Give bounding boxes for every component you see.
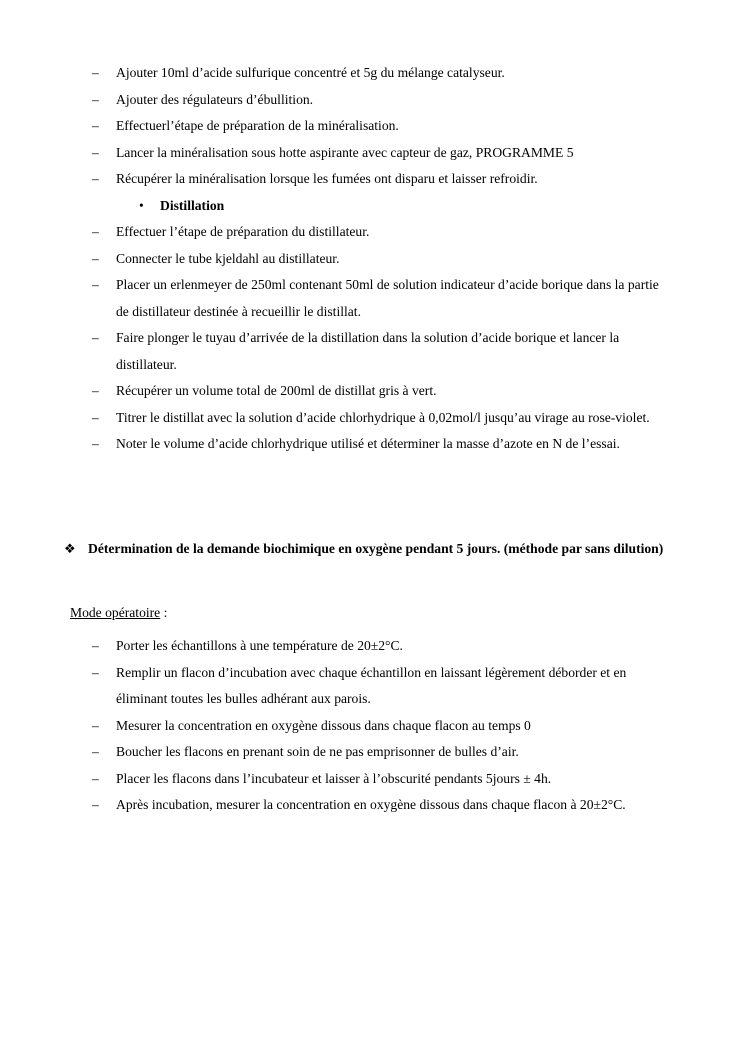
list-item: – Récupérer la minéralisation lorsque les fumées ont disparu et laisser refroidir.: [0, 166, 672, 193]
list-item: – Mesurer la concentration en oxygène dissous dans chaque flacon au temps 0: [0, 713, 672, 740]
dash-bullet: –: [92, 65, 99, 80]
list-item: – Remplir un flacon d’incubation avec chaque échantillon en laissant légèrement déborder et en éliminant toutes les bulles adhérant aux parois.: [0, 660, 672, 713]
dash-bullet: –: [92, 171, 99, 186]
list-item: – Boucher les flacons en prenant soin de ne pas emprisonner de bulles d’air.: [0, 739, 672, 766]
section-heading: ❖ Détermination de la demande biochimique en oxygène pendant 5 jours. (méthode par sans dilution): [0, 536, 745, 563]
dash-bullet: –: [92, 118, 99, 133]
dash-bullet: –: [92, 744, 99, 759]
list-item: – Récupérer un volume total de 200ml de distillat gris à vert.: [0, 378, 672, 405]
subheading-distillation: • Distillation: [0, 193, 672, 220]
list-item: – Après incubation, mesurer la concentration en oxygène dissous dans chaque flacon à 20±2°C.: [0, 792, 672, 819]
diamond-bullet-icon: ❖: [64, 541, 76, 556]
dash-bullet: –: [92, 664, 99, 680]
dash-bullet: –: [92, 717, 99, 733]
list-item: – Effectuer l’étape de préparation du distillateur.: [0, 219, 672, 246]
list-item: – Ajouter 10ml d’acide sulfurique concentré et 5g du mélange catalyseur.: [0, 60, 672, 87]
dash-bullet: –: [92, 330, 99, 345]
list-item: – Noter le volume d’acide chlorhydrique utilisé et déterminer la masse d’azote en N de l’essai.: [0, 431, 672, 458]
list-item: – Porter les échantillons à une température de 20±2°C.: [0, 633, 672, 660]
list-item: – Lancer la minéralisation sous hotte aspirante avec capteur de gaz, PROGRAMME 5: [0, 140, 672, 167]
dash-bullet: –: [92, 144, 99, 160]
dash-bullet: –: [92, 409, 99, 425]
dash-bullet: –: [92, 91, 99, 107]
list-item: – Placer un erlenmeyer de 250ml contenant 50ml de solution indicateur d’acide borique dans la partie de distillateur destinée à recueillir le distillat.: [0, 272, 672, 325]
procedure-list-dbo5: [0, 633, 672, 819]
list-item: – Faire plonger le tuyau d’arrivée de la distillation dans la solution d’acide borique et lancer la distillateur.: [0, 325, 672, 378]
list-item: – Placer les flacons dans l’incubateur et laisser à l’obscurité pendants 5jours ± 4h.: [0, 766, 672, 793]
procedure-list-mineralisation: [0, 60, 672, 458]
list-item: – Titrer le distillat avec la solution d’acide chlorhydrique à 0,02mol/l jusqu’au virage au rose-violet.: [0, 405, 672, 432]
round-bullet-icon: •: [139, 197, 144, 213]
list-item: – Effectuerl’étape de préparation de la minéralisation.: [0, 113, 672, 140]
dash-bullet: –: [92, 250, 99, 266]
dash-bullet: –: [92, 770, 99, 786]
dash-bullet: –: [92, 797, 99, 812]
dash-bullet: –: [92, 224, 99, 239]
list-item: – Ajouter des régulateurs d’ébullition.: [0, 87, 672, 114]
dash-bullet: –: [92, 436, 99, 451]
mode-operatoire-label: Mode opératoire :: [70, 605, 168, 620]
list-item: – Connecter le tube kjeldahl au distillateur.: [0, 246, 672, 273]
dash-bullet: –: [92, 383, 99, 398]
dash-bullet: –: [92, 638, 99, 653]
dash-bullet: –: [92, 277, 99, 292]
